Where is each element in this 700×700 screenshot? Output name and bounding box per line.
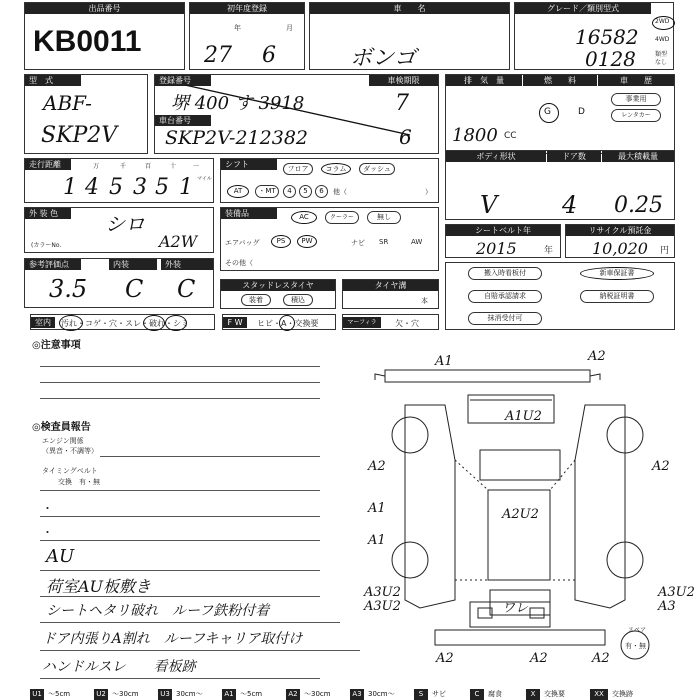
inside-wear-circle	[143, 315, 165, 331]
equip-other: その他（	[225, 259, 253, 267]
inspection-label: 車検期限	[369, 75, 438, 86]
doc-tax: 納税証明書	[580, 290, 654, 303]
recycle-label: リサイクル預託金	[566, 225, 674, 236]
belt-year: 2015	[476, 239, 517, 258]
color-box	[24, 207, 214, 253]
belt-box	[445, 224, 561, 258]
mileage-digit-3: 3	[133, 175, 147, 200]
inside-strip	[30, 314, 215, 330]
equip-navi: ナビ	[351, 239, 365, 247]
color-no: A2W	[159, 232, 198, 251]
doors-value: 4	[562, 191, 578, 219]
color-no-label: (カラーNo.	[31, 242, 62, 249]
damage-mark: A1	[368, 533, 386, 548]
studless-label: スタッドレスタイヤ	[221, 280, 335, 291]
doc-liability: 自賠承認請求	[468, 290, 542, 303]
eval-value: 3.5	[49, 275, 88, 303]
timing-label: タイミングベルト	[42, 467, 98, 475]
first-reg-box	[189, 2, 305, 70]
recycle-value: 10,020	[592, 239, 648, 258]
note-line	[40, 570, 320, 571]
note-line	[40, 596, 320, 597]
damage-mark: A2	[530, 651, 548, 666]
damage-mark: A1U2	[505, 409, 542, 424]
spare-label: スペア	[628, 627, 647, 634]
body-label: ボディ形状	[446, 151, 546, 162]
inside-dirty-circle	[59, 315, 83, 331]
mileage-digit-5: 1	[179, 175, 193, 200]
caution-title: ◎注意事項	[32, 340, 81, 351]
legend-val-u3: 30cm〜	[176, 690, 203, 698]
muffler-items: 欠・穴	[395, 319, 419, 328]
mileage-digit-2: 5	[109, 175, 123, 200]
inside-label: 室内	[31, 317, 55, 328]
shift-4: 4	[283, 185, 296, 198]
mileage-unit-1: 千	[120, 163, 127, 170]
mileage-unit-2: 百	[145, 163, 152, 170]
note-line	[100, 456, 320, 457]
damage-mark: A3U2	[364, 585, 401, 600]
inspection-month: 6	[399, 125, 412, 149]
drive-4wd: 4WD	[655, 36, 670, 43]
damage-mark: A2	[436, 651, 454, 666]
mileage-unit-3: 十	[170, 163, 177, 170]
damage-mark: A2	[652, 459, 670, 474]
lot-number-label: 出品番号	[25, 3, 184, 14]
fw-items: ヒビ・A・交換要	[257, 319, 319, 328]
reg-no: 堺 400 す 3918	[171, 93, 305, 114]
model-name: ボンゴ	[350, 46, 417, 71]
color-label: 外 装 色	[25, 208, 71, 219]
doc-warranty: 新車保証書	[580, 267, 654, 280]
shift-close: ）	[425, 188, 432, 196]
mileage-box	[24, 158, 214, 203]
damage-mark: A3U2	[658, 585, 695, 600]
mileage-digit-1: 4	[85, 175, 99, 200]
fuel-g: G	[544, 107, 551, 117]
exterior-label: 外装	[161, 259, 213, 270]
legend-val-u1: 〜5cm	[48, 690, 71, 698]
engine-label: エンジン関係 （異音・不調等）	[42, 437, 98, 455]
spec-box	[445, 74, 675, 154]
legend-key-a2: A2	[286, 689, 300, 700]
capacity-value: 0.25	[614, 193, 663, 218]
legend-key-a1: A1	[222, 689, 236, 700]
fw-label: F W	[223, 317, 247, 328]
legend-key-u2: U2	[94, 689, 108, 700]
shift-at: AT	[227, 185, 249, 198]
legend-key-u1: U1	[30, 689, 44, 700]
chassis-no: SKP2V-212382	[165, 127, 309, 149]
interior-value: C	[125, 275, 144, 303]
shift-label: シフト	[221, 159, 277, 170]
first-reg-label: 初年度登録	[190, 3, 304, 14]
lot-number-box	[24, 2, 185, 70]
legend-key-c: C	[470, 689, 484, 700]
damage-mark: A2	[588, 349, 606, 364]
belt-unit: 年	[544, 246, 554, 256]
bullet: ・	[42, 526, 53, 539]
note-line	[40, 516, 320, 517]
equip-ps: PS	[271, 235, 291, 248]
tire-label: タイヤ溝	[343, 280, 438, 291]
muffler-label: マーフィラ	[343, 317, 381, 328]
body-value: V	[480, 191, 498, 219]
chassis-label: 車台番号	[155, 115, 211, 126]
legend-val-a3: 30cm〜	[368, 690, 395, 698]
timing-options: 交換 有・無	[58, 478, 100, 486]
damage-mark: A3U2	[364, 599, 401, 614]
shift-column: コラム	[321, 163, 351, 175]
legend-val-s: サビ	[432, 690, 446, 698]
exterior-value: C	[177, 275, 196, 303]
equip-pw: PW	[297, 235, 317, 248]
legend-key-xx: XX	[590, 689, 608, 700]
shift-6: 6	[315, 185, 328, 198]
capacity-label: 最大積載量	[602, 151, 674, 162]
registration-box	[154, 74, 439, 154]
doc-deregistration: 抹消受付可	[468, 312, 542, 325]
fw-strip	[222, 314, 336, 330]
year-unit: 年	[234, 24, 241, 32]
spare-value: 有・無	[625, 642, 646, 650]
displacement: 1800	[452, 125, 498, 146]
tire-value: 本	[421, 297, 428, 305]
history-business: 事業用	[611, 93, 661, 106]
note-line	[40, 678, 320, 679]
remark-5: ハンドルスレ 看板跡	[42, 659, 196, 675]
equip-sr: SR	[379, 238, 389, 246]
doors-label: ドア数	[547, 151, 601, 162]
note-line	[40, 366, 320, 367]
inspector-title: ◎検査員報告	[32, 422, 91, 433]
tire-box	[342, 279, 439, 309]
recycle-unit: 円	[660, 246, 670, 256]
equip-aw: AW	[411, 238, 423, 246]
strike-line	[155, 75, 440, 155]
shift-other: 他（	[333, 188, 347, 196]
shift-box	[220, 158, 439, 203]
model-name-label: 車 名	[310, 3, 509, 14]
note-line	[40, 622, 340, 623]
damage-mark: A3	[658, 599, 676, 614]
mileage-unit-4: 一	[193, 163, 200, 170]
remark-4: ドア内張りA割れ ルーフキャリア取付け	[42, 631, 303, 647]
first-reg-month: 6	[262, 43, 276, 68]
drive-2wd: 2WD	[655, 18, 670, 25]
type-line2: SKP2V	[41, 123, 118, 148]
note-line	[40, 382, 320, 383]
recycle-box	[565, 224, 675, 258]
documents-box	[445, 262, 675, 330]
fw-a-circle	[279, 315, 295, 331]
fuel-label: 燃 料	[523, 75, 597, 86]
damage-legend	[30, 689, 690, 700]
displacement-unit: CC	[504, 131, 517, 141]
interior-label: 内装	[109, 259, 157, 270]
mileage-digit-0: 1	[63, 175, 77, 200]
legend-val-a1: 〜5cm	[240, 690, 263, 698]
legend-val-a2: 〜30cm	[304, 690, 331, 698]
belt-label: シートベルト年	[446, 225, 560, 236]
lot-number: KB0011	[33, 25, 142, 58]
type-box	[24, 74, 148, 154]
bullet: ・	[42, 502, 53, 515]
studless-box	[220, 279, 336, 309]
model-name-box	[309, 2, 510, 70]
type-line1: ABF-	[43, 91, 92, 115]
muffler-strip	[342, 314, 439, 330]
damage-mark: ワレ	[502, 601, 529, 616]
mileage-label: 走行距離	[25, 159, 71, 170]
legend-key-a3: A3	[350, 689, 364, 700]
studless-loaded: 積込	[283, 294, 313, 306]
mileage-unit-0: 万	[93, 163, 100, 170]
doc-signboard: 搬入時看板付	[468, 267, 542, 280]
history-label: 車 歴	[598, 75, 674, 86]
grade-line1: 16582	[575, 25, 639, 49]
inspection-year: 7	[395, 91, 409, 116]
grade-box	[514, 2, 674, 70]
fuel-d: D	[578, 107, 585, 117]
damage-mark: A2	[592, 651, 610, 666]
vehicle-diagram	[340, 340, 695, 685]
equip-ac: AC	[291, 211, 317, 224]
eval-label: 参考評価点	[25, 259, 81, 270]
legend-key-s: S	[414, 689, 428, 700]
mileage-unit-km: マイル	[197, 176, 212, 182]
legend-key-u3: U3	[158, 689, 172, 700]
note-line	[40, 650, 360, 651]
equip-airbag: エアバッグ	[225, 239, 260, 247]
legend-val-xx: 交換跡	[612, 690, 633, 698]
grade-label: グレード／類別型式	[515, 3, 651, 14]
damage-mark: A1	[368, 501, 386, 516]
legend-val-x: 交換要	[544, 690, 565, 698]
remark-2: 荷室AU板敷き	[46, 577, 152, 596]
color-value: シロ	[105, 212, 145, 236]
shift-mt: ・MT	[255, 185, 279, 198]
note-line	[40, 540, 320, 541]
inside-tear-circle	[165, 315, 187, 331]
equip-label: 装備品	[221, 208, 277, 219]
note-line	[40, 398, 320, 399]
type-label: 型 式	[25, 75, 81, 86]
body-box	[445, 150, 675, 220]
shift-floor: フロア	[283, 163, 313, 175]
reg-no-label: 登録番号	[155, 75, 211, 86]
remark-1: AU	[46, 546, 75, 567]
month-unit: 月	[286, 24, 293, 32]
evaluation-box	[24, 258, 214, 308]
legend-val-c: 腐食	[488, 690, 502, 698]
equip-none: 無し	[367, 211, 401, 224]
first-reg-year: 27	[204, 43, 232, 68]
shift-dash: ダッシュ	[359, 163, 395, 175]
legend-key-x: X	[526, 689, 540, 700]
damage-mark: A1	[435, 354, 453, 369]
grade-line2: 0128	[585, 47, 636, 71]
inside-items: 汚れ・コゲ・穴・スレ・破れ・シミ	[61, 319, 189, 328]
equipment-box	[220, 207, 439, 271]
remark-3: シートヘタリ破れ ルーフ鉄粉付着	[46, 603, 270, 619]
damage-mark: A2	[368, 459, 386, 474]
mileage-digit-4: 5	[155, 175, 169, 200]
shift-5: 5	[299, 185, 312, 198]
drive-none: 類型 なし	[655, 51, 668, 66]
damage-mark: A2U2	[502, 507, 539, 522]
history-rental: レンタカー	[611, 109, 661, 122]
displacement-label: 排 気 量	[446, 75, 522, 86]
equip-cooler: クーラー	[325, 211, 359, 224]
studless-fitted: 装着	[241, 294, 271, 306]
note-line	[40, 490, 320, 491]
legend-val-u2: 〜30cm	[112, 690, 139, 698]
